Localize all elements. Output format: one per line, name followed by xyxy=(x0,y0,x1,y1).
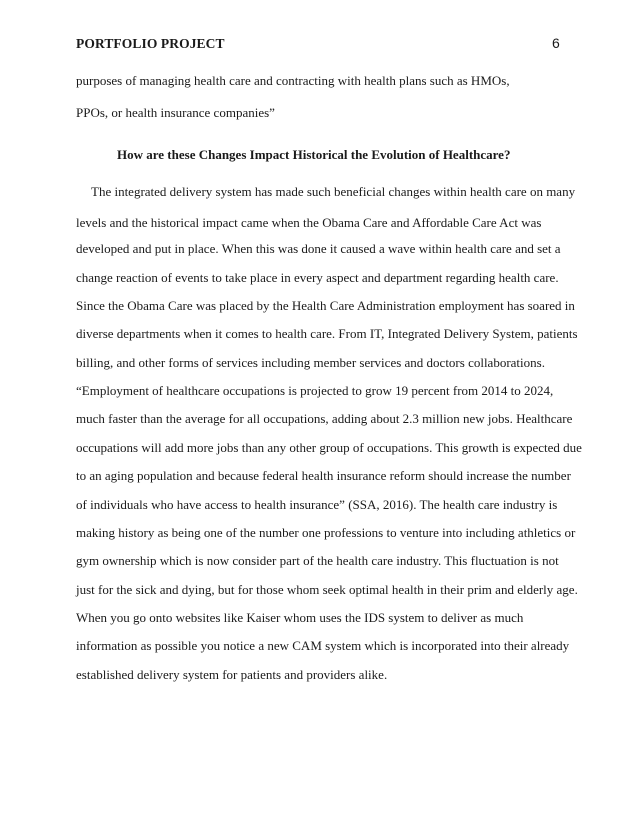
paragraph-line: occupations will add more jobs than any other group of occupations. This growth is expected due xyxy=(76,440,582,455)
paragraph-line: Since the Obama Care was placed by the Health Care Administration employment has soared in xyxy=(76,298,575,313)
paragraph-line: information as possible you notice a new CAM system which is incorporated into their already xyxy=(76,638,570,653)
paragraph-line: gym ownership which is now consider part of the health care industry. This fluctuation is not xyxy=(76,553,559,568)
paragraph-line: just for the sick and dying, but for those whom seek optimal health in their prim and elderly age. xyxy=(76,582,578,597)
paragraph-line: of individuals who have access to health insurance” (SSA, 2016). The health care industry is xyxy=(76,497,558,512)
paragraph-line: change reaction of events to take place in every aspect and department regarding health care. xyxy=(76,270,559,285)
paragraph-line: The integrated delivery system has made such beneficial changes within health care on many xyxy=(91,184,576,199)
paragraph-line: much faster than the average for all occupations, adding about 2.3 million new jobs. Healthcare xyxy=(76,411,573,426)
paragraph-line: established delivery system for patients and providers alike. xyxy=(76,667,388,682)
paragraph-line: When you go onto websites like Kaiser whom uses the IDS system to deliver as much xyxy=(76,610,524,625)
section-heading: How are these Changes Impact Historical the Evolution of Healthcare? xyxy=(117,147,511,162)
paragraph-line: developed and put in place. When this was done it caused a wave within health care and set a xyxy=(76,241,561,256)
paragraph-line: levels and the historical impact came when the Obama Care and Affordable Care Act was xyxy=(76,215,542,230)
quote-line: purposes of managing health care and contracting with health plans such as HMOs, xyxy=(76,73,510,88)
page-number: 6 xyxy=(552,35,560,51)
paragraph-line: making history as being one of the number one professions to venture into including athletics or xyxy=(76,525,576,540)
paragraph-line: “Employment of healthcare occupations is projected to grow 19 percent from 2014 to 2024, xyxy=(76,383,554,398)
running-header-title: PORTFOLIO PROJECT xyxy=(76,36,225,51)
quote-line: PPOs, or health insurance companies” xyxy=(76,105,275,120)
paragraph-line: diverse departments when it comes to health care. From IT, Integrated Delivery System, patients xyxy=(76,326,578,341)
paragraph-line: to an aging population and because federal health insurance reform should increase the number xyxy=(76,468,571,483)
paragraph-line: billing, and other forms of services including member services and doctors collaborations. xyxy=(76,355,545,370)
